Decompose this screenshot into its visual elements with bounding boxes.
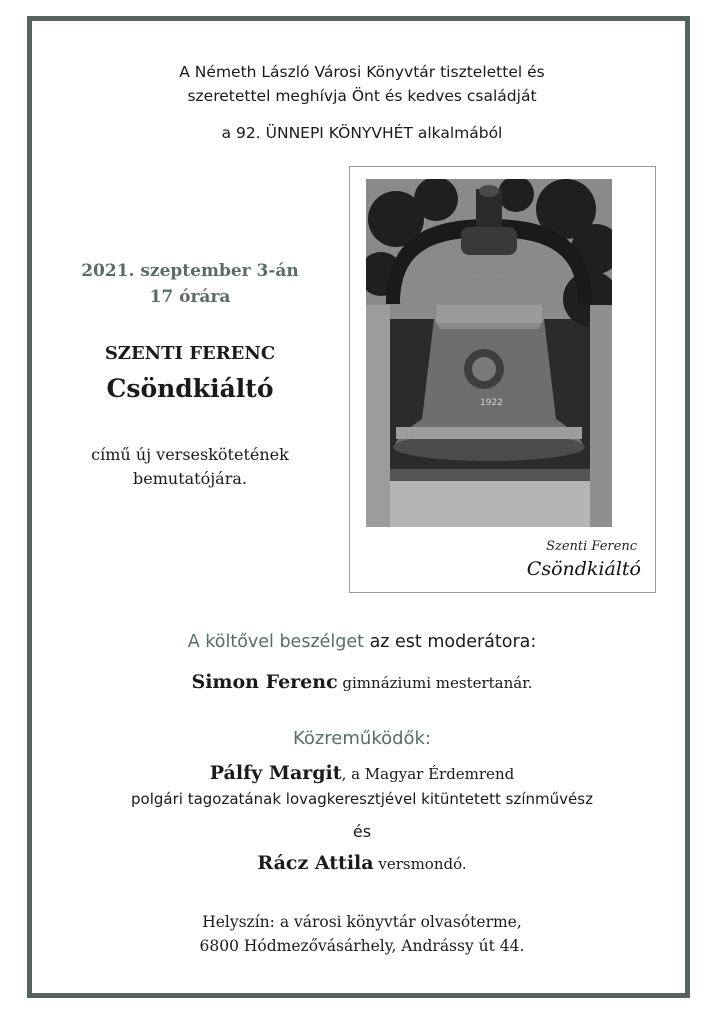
event-time: 17 órára [149, 287, 231, 307]
event-author: SZENTI FERENC [104, 343, 276, 364]
event-description [40, 443, 340, 491]
cover-author: Szenti Ferenc [546, 539, 637, 554]
invitation-intro [0, 60, 724, 108]
contributor-2-role: versmondó. [373, 855, 467, 873]
moderator-lead: A költővel beszélget [187, 632, 364, 652]
moderator-role: gimnáziumi mestertanár. [337, 674, 533, 692]
desc-line-2: bemutatójára. [133, 469, 247, 488]
contributor-1-role-line-2: polgári tagozatának lovagkeresztjével kitüntetett színművész [131, 790, 593, 808]
venue-line-1: Helyszín: a városi könyvtár olvasóterme, [202, 913, 522, 931]
and-text: és [352, 822, 372, 841]
book-cover [349, 166, 656, 593]
desc-line-1: című új verseskötetének [91, 445, 289, 464]
moderator-intro [0, 632, 724, 652]
contributor-1 [0, 762, 724, 784]
contributor-2 [0, 852, 724, 874]
venue [0, 910, 724, 958]
moderator-lead-rest: az est moderátora: [364, 632, 537, 652]
occasion-line: a 92. ÜNNEPI KÖNYVHÉT alkalmából [221, 124, 503, 142]
bell-photo [366, 179, 612, 527]
contributor-1-name: Pálfy Margit [209, 762, 342, 784]
intro-line-1: A Németh László Városi Könyvtár tisztelettel és [179, 63, 545, 81]
moderator-name: Simon Ferenc [191, 671, 338, 693]
intro-line-2: szeretettel meghívja Önt és kedves családját [187, 87, 537, 105]
event-date: 2021. szeptember 3-án [81, 261, 299, 281]
event-book-title: Csöndkiáltó [106, 374, 274, 403]
moderator-line [0, 671, 724, 693]
bell-year: 1922 [480, 398, 503, 408]
cover-title: Csöndkiáltó [526, 558, 641, 580]
contributor-2-name: Rácz Attila [257, 852, 374, 874]
contributors-heading: Közreműködők: [292, 728, 432, 749]
venue-line-2: 6800 Hódmezővásárhely, Andrássy út 44. [199, 937, 525, 955]
event-datetime [40, 258, 340, 310]
contributor-1-role: , a Magyar Érdemrend [341, 765, 515, 783]
